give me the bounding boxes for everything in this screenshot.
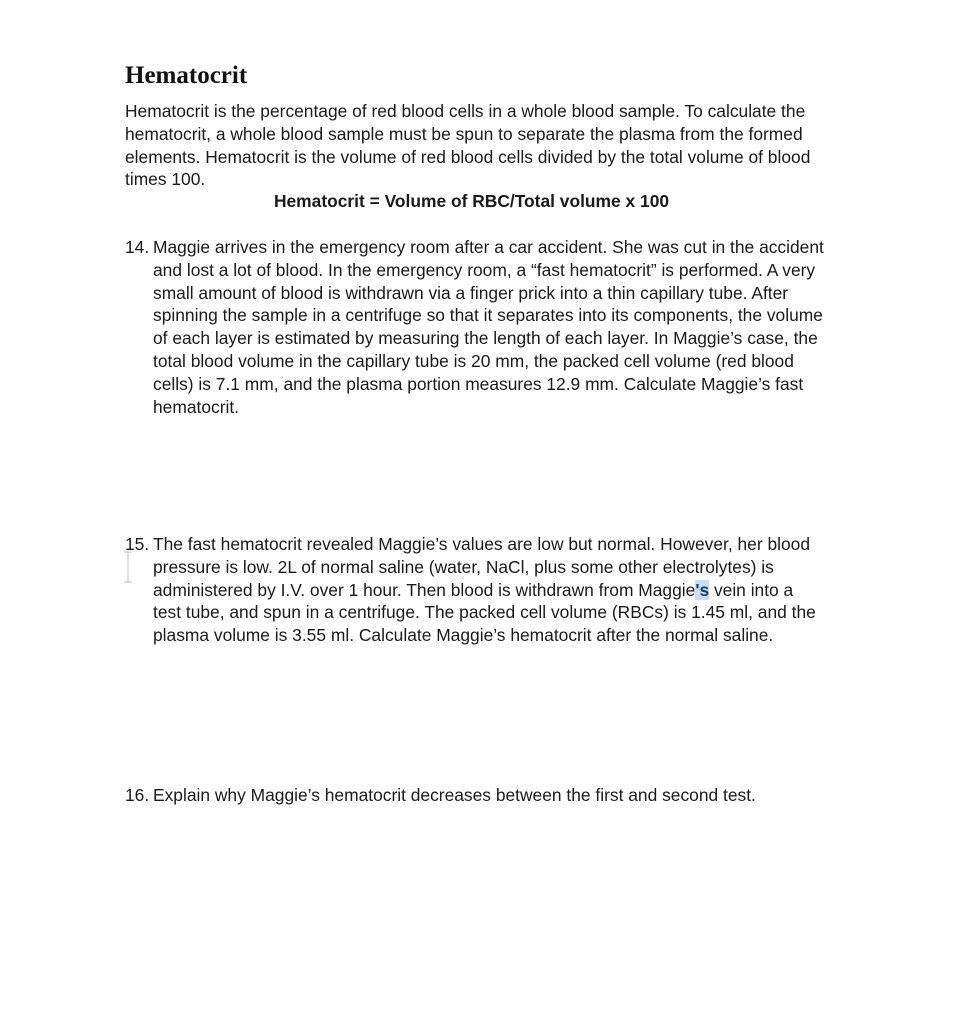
question-number: 14.	[125, 237, 150, 257]
hematocrit-formula: Hematocrit = Volume of RBC/Total volume x 100	[273, 191, 670, 211]
question-text[interactable]: Maggie arrives in the emergency room after a car accident. She was cut in the accident and lost a lot of blood. In the emergency room, a “fast hematocrit” is performed. A very small amount of blood is withdrawn via a finger prick into a thin capillary tube. After spinning the sample in a centrifuge so that it separates into its components, the volume of each layer is estimated by measuring the length of each layer. In Maggie’s case, the total blood volume in the capillary tube is 20 mm, the packed cell volume (red blood cells) is 7.1 mm, and the plasma portion measures 12.9 mm. Calculate Maggie’s fast hematocrit.	[153, 237, 824, 417]
question-text[interactable]: Explain why Maggie’s hematocrit decreases between the first and second test.	[153, 785, 756, 805]
question-text-before-selection[interactable]: The fast hematocrit revealed Maggie’s values are low but normal. However, her blood pressure is low. 2L of normal saline (water, NaCl, plus some other electrolytes) is administered by I.V. over 1 hour. Then blood is withdrawn from Maggie	[153, 534, 810, 600]
question-text-after-selection[interactable]: vein into a test tube, and spun in a centrifuge. The packed cell volume (RBCs) is 1.45 ml, and the plasma volume is 3.55 ml. Calculate Maggie’s hematocrit after the normal saline.	[153, 579, 816, 646]
intro-paragraph: Hematocrit is the percentage of red blood cells in a whole blood sample. To calculate the hematocrit, a whole blood sample must be spun to separate the plasma from the formed elements. Hematocrit is the volume of red blood cells divided by the total volume of blood times 100.	[125, 101, 811, 190]
text-selection[interactable]: 's	[695, 579, 710, 600]
text-cursor-icon	[122, 551, 134, 583]
page-title: Hematocrit	[125, 62, 248, 89]
question-number: 15.	[125, 534, 150, 554]
question-16[interactable]	[125, 784, 825, 807]
question-14[interactable]	[125, 236, 825, 418]
question-text[interactable]	[153, 533, 825, 647]
question-15[interactable]	[125, 533, 825, 647]
question-number: 16.	[125, 785, 150, 805]
